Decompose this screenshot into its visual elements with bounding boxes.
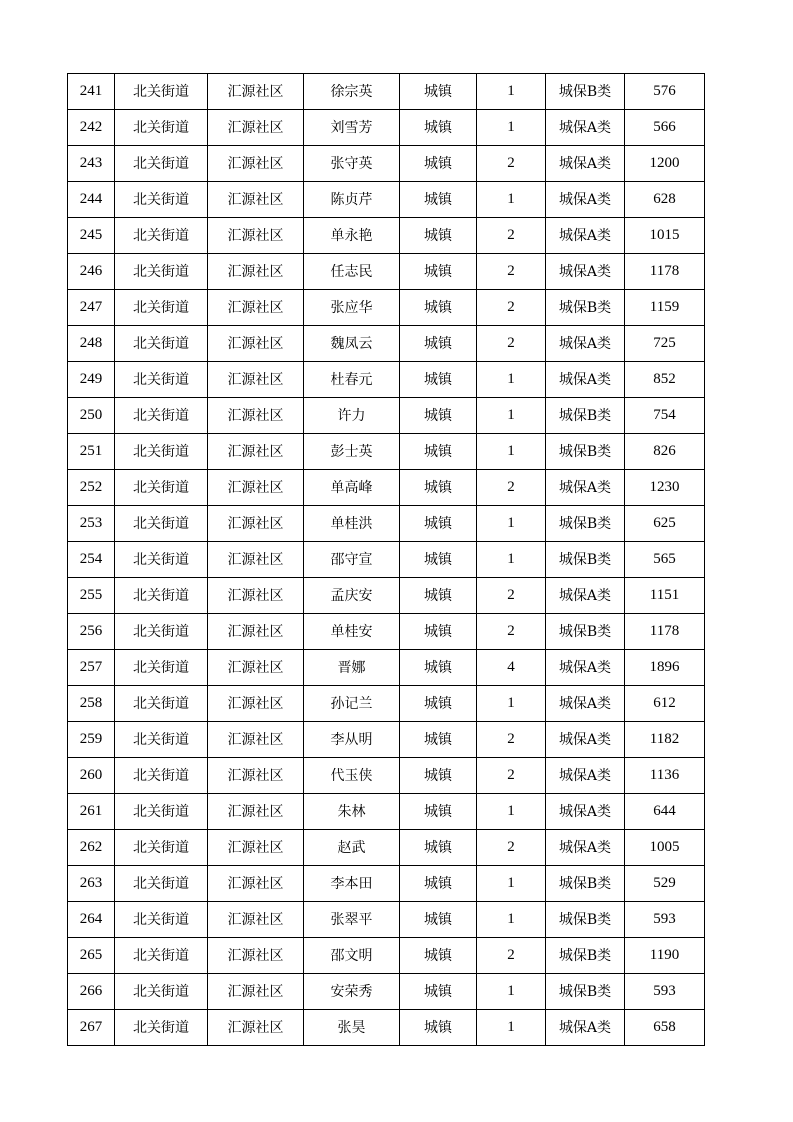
community-cell: 汇源社区 xyxy=(208,650,304,686)
category-cell: 城保B类 xyxy=(546,974,625,1010)
household-type-cell: 城镇 xyxy=(400,110,477,146)
person-name-cell: 单桂安 xyxy=(304,614,400,650)
category-cell: 城保A类 xyxy=(546,758,625,794)
row-number-cell: 262 xyxy=(68,830,115,866)
category-cell: 城保A类 xyxy=(546,326,625,362)
community-cell: 汇源社区 xyxy=(208,290,304,326)
row-number-cell: 244 xyxy=(68,182,115,218)
household-type-cell: 城镇 xyxy=(400,74,477,110)
row-number-cell: 245 xyxy=(68,218,115,254)
street-cell: 北关街道 xyxy=(115,794,208,830)
amount-cell: 565 xyxy=(625,542,705,578)
amount-cell: 1896 xyxy=(625,650,705,686)
community-cell: 汇源社区 xyxy=(208,182,304,218)
person-name-cell: 陈贞芹 xyxy=(304,182,400,218)
category-cell: 城保B类 xyxy=(546,866,625,902)
category-cell: 城保B类 xyxy=(546,938,625,974)
persons-count-cell: 4 xyxy=(477,650,546,686)
street-cell: 北关街道 xyxy=(115,974,208,1010)
person-name-cell: 张应华 xyxy=(304,290,400,326)
person-name-cell: 李从明 xyxy=(304,722,400,758)
amount-cell: 1230 xyxy=(625,470,705,506)
persons-count-cell: 1 xyxy=(477,74,546,110)
row-number-cell: 264 xyxy=(68,902,115,938)
household-type-cell: 城镇 xyxy=(400,506,477,542)
persons-count-cell: 1 xyxy=(477,686,546,722)
street-cell: 北关街道 xyxy=(115,146,208,182)
category-cell: 城保A类 xyxy=(546,110,625,146)
category-cell: 城保A类 xyxy=(546,218,625,254)
persons-count-cell: 1 xyxy=(477,434,546,470)
street-cell: 北关街道 xyxy=(115,362,208,398)
community-cell: 汇源社区 xyxy=(208,254,304,290)
persons-count-cell: 2 xyxy=(477,614,546,650)
persons-count-cell: 2 xyxy=(477,218,546,254)
amount-cell: 566 xyxy=(625,110,705,146)
table-row xyxy=(68,686,705,722)
person-name-cell: 任志民 xyxy=(304,254,400,290)
community-cell: 汇源社区 xyxy=(208,794,304,830)
persons-count-cell: 1 xyxy=(477,506,546,542)
table-row xyxy=(68,146,705,182)
street-cell: 北关街道 xyxy=(115,578,208,614)
person-name-cell: 单高峰 xyxy=(304,470,400,506)
household-type-cell: 城镇 xyxy=(400,974,477,1010)
table-row xyxy=(68,830,705,866)
table-row xyxy=(68,866,705,902)
table-row xyxy=(68,290,705,326)
row-number-cell: 250 xyxy=(68,398,115,434)
person-name-cell: 杜春元 xyxy=(304,362,400,398)
person-name-cell: 晋娜 xyxy=(304,650,400,686)
street-cell: 北关街道 xyxy=(115,434,208,470)
community-cell: 汇源社区 xyxy=(208,758,304,794)
person-name-cell: 朱林 xyxy=(304,794,400,830)
street-cell: 北关街道 xyxy=(115,290,208,326)
community-cell: 汇源社区 xyxy=(208,74,304,110)
household-type-cell: 城镇 xyxy=(400,830,477,866)
community-cell: 汇源社区 xyxy=(208,398,304,434)
household-type-cell: 城镇 xyxy=(400,326,477,362)
community-cell: 汇源社区 xyxy=(208,326,304,362)
subsidy-roster-table xyxy=(67,73,705,1046)
persons-count-cell: 1 xyxy=(477,1010,546,1046)
household-type-cell: 城镇 xyxy=(400,866,477,902)
person-name-cell: 张翠平 xyxy=(304,902,400,938)
person-name-cell: 张昊 xyxy=(304,1010,400,1046)
community-cell: 汇源社区 xyxy=(208,902,304,938)
street-cell: 北关街道 xyxy=(115,506,208,542)
person-name-cell: 张守英 xyxy=(304,146,400,182)
table-row xyxy=(68,470,705,506)
category-cell: 城保B类 xyxy=(546,542,625,578)
household-type-cell: 城镇 xyxy=(400,398,477,434)
amount-cell: 1005 xyxy=(625,830,705,866)
person-name-cell: 刘雪芳 xyxy=(304,110,400,146)
table-row xyxy=(68,218,705,254)
street-cell: 北关街道 xyxy=(115,398,208,434)
table-row xyxy=(68,182,705,218)
person-name-cell: 孙记兰 xyxy=(304,686,400,722)
street-cell: 北关街道 xyxy=(115,758,208,794)
persons-count-cell: 1 xyxy=(477,362,546,398)
row-number-cell: 243 xyxy=(68,146,115,182)
household-type-cell: 城镇 xyxy=(400,938,477,974)
table-row xyxy=(68,254,705,290)
persons-count-cell: 2 xyxy=(477,290,546,326)
person-name-cell: 邵守宣 xyxy=(304,542,400,578)
row-number-cell: 252 xyxy=(68,470,115,506)
community-cell: 汇源社区 xyxy=(208,686,304,722)
category-cell: 城保B类 xyxy=(546,902,625,938)
row-number-cell: 254 xyxy=(68,542,115,578)
category-cell: 城保A类 xyxy=(546,362,625,398)
community-cell: 汇源社区 xyxy=(208,362,304,398)
category-cell: 城保A类 xyxy=(546,794,625,830)
persons-count-cell: 1 xyxy=(477,866,546,902)
row-number-cell: 241 xyxy=(68,74,115,110)
community-cell: 汇源社区 xyxy=(208,434,304,470)
table-row xyxy=(68,398,705,434)
street-cell: 北关街道 xyxy=(115,470,208,506)
household-type-cell: 城镇 xyxy=(400,578,477,614)
person-name-cell: 单永艳 xyxy=(304,218,400,254)
table-row xyxy=(68,650,705,686)
table-row xyxy=(68,110,705,146)
community-cell: 汇源社区 xyxy=(208,830,304,866)
community-cell: 汇源社区 xyxy=(208,470,304,506)
persons-count-cell: 2 xyxy=(477,758,546,794)
street-cell: 北关街道 xyxy=(115,542,208,578)
category-cell: 城保B类 xyxy=(546,506,625,542)
category-cell: 城保A类 xyxy=(546,254,625,290)
household-type-cell: 城镇 xyxy=(400,542,477,578)
row-number-cell: 253 xyxy=(68,506,115,542)
street-cell: 北关街道 xyxy=(115,650,208,686)
category-cell: 城保B类 xyxy=(546,290,625,326)
street-cell: 北关街道 xyxy=(115,110,208,146)
table-body xyxy=(68,74,705,1046)
category-cell: 城保A类 xyxy=(546,182,625,218)
street-cell: 北关街道 xyxy=(115,1010,208,1046)
amount-cell: 593 xyxy=(625,902,705,938)
category-cell: 城保B类 xyxy=(546,434,625,470)
table-row xyxy=(68,578,705,614)
person-name-cell: 徐宗英 xyxy=(304,74,400,110)
household-type-cell: 城镇 xyxy=(400,434,477,470)
street-cell: 北关街道 xyxy=(115,614,208,650)
table-row xyxy=(68,614,705,650)
street-cell: 北关街道 xyxy=(115,866,208,902)
amount-cell: 754 xyxy=(625,398,705,434)
row-number-cell: 260 xyxy=(68,758,115,794)
category-cell: 城保B类 xyxy=(546,74,625,110)
person-name-cell: 孟庆安 xyxy=(304,578,400,614)
table-row xyxy=(68,1010,705,1046)
community-cell: 汇源社区 xyxy=(208,110,304,146)
table-row xyxy=(68,362,705,398)
amount-cell: 1182 xyxy=(625,722,705,758)
persons-count-cell: 1 xyxy=(477,182,546,218)
amount-cell: 725 xyxy=(625,326,705,362)
persons-count-cell: 1 xyxy=(477,110,546,146)
amount-cell: 529 xyxy=(625,866,705,902)
amount-cell: 644 xyxy=(625,794,705,830)
amount-cell: 593 xyxy=(625,974,705,1010)
community-cell: 汇源社区 xyxy=(208,578,304,614)
household-type-cell: 城镇 xyxy=(400,470,477,506)
table-row xyxy=(68,758,705,794)
persons-count-cell: 2 xyxy=(477,578,546,614)
table-row xyxy=(68,794,705,830)
persons-count-cell: 2 xyxy=(477,938,546,974)
community-cell: 汇源社区 xyxy=(208,722,304,758)
community-cell: 汇源社区 xyxy=(208,146,304,182)
category-cell: 城保A类 xyxy=(546,1010,625,1046)
household-type-cell: 城镇 xyxy=(400,758,477,794)
category-cell: 城保B类 xyxy=(546,614,625,650)
row-number-cell: 246 xyxy=(68,254,115,290)
row-number-cell: 265 xyxy=(68,938,115,974)
street-cell: 北关街道 xyxy=(115,830,208,866)
household-type-cell: 城镇 xyxy=(400,650,477,686)
row-number-cell: 242 xyxy=(68,110,115,146)
community-cell: 汇源社区 xyxy=(208,506,304,542)
amount-cell: 1190 xyxy=(625,938,705,974)
category-cell: 城保A类 xyxy=(546,146,625,182)
amount-cell: 1015 xyxy=(625,218,705,254)
household-type-cell: 城镇 xyxy=(400,902,477,938)
street-cell: 北关街道 xyxy=(115,74,208,110)
street-cell: 北关街道 xyxy=(115,938,208,974)
category-cell: 城保A类 xyxy=(546,722,625,758)
amount-cell: 1151 xyxy=(625,578,705,614)
person-name-cell: 李本田 xyxy=(304,866,400,902)
person-name-cell: 魏凤云 xyxy=(304,326,400,362)
persons-count-cell: 1 xyxy=(477,542,546,578)
community-cell: 汇源社区 xyxy=(208,866,304,902)
household-type-cell: 城镇 xyxy=(400,362,477,398)
household-type-cell: 城镇 xyxy=(400,290,477,326)
category-cell: 城保A类 xyxy=(546,470,625,506)
row-number-cell: 249 xyxy=(68,362,115,398)
household-type-cell: 城镇 xyxy=(400,146,477,182)
community-cell: 汇源社区 xyxy=(208,974,304,1010)
category-cell: 城保B类 xyxy=(546,398,625,434)
amount-cell: 852 xyxy=(625,362,705,398)
household-type-cell: 城镇 xyxy=(400,1010,477,1046)
household-type-cell: 城镇 xyxy=(400,218,477,254)
row-number-cell: 259 xyxy=(68,722,115,758)
community-cell: 汇源社区 xyxy=(208,614,304,650)
row-number-cell: 258 xyxy=(68,686,115,722)
row-number-cell: 263 xyxy=(68,866,115,902)
table-row xyxy=(68,974,705,1010)
amount-cell: 1178 xyxy=(625,254,705,290)
household-type-cell: 城镇 xyxy=(400,614,477,650)
persons-count-cell: 1 xyxy=(477,398,546,434)
row-number-cell: 261 xyxy=(68,794,115,830)
persons-count-cell: 2 xyxy=(477,830,546,866)
household-type-cell: 城镇 xyxy=(400,794,477,830)
persons-count-cell: 2 xyxy=(477,254,546,290)
table-row xyxy=(68,902,705,938)
row-number-cell: 267 xyxy=(68,1010,115,1046)
street-cell: 北关街道 xyxy=(115,218,208,254)
persons-count-cell: 1 xyxy=(477,794,546,830)
community-cell: 汇源社区 xyxy=(208,542,304,578)
street-cell: 北关街道 xyxy=(115,902,208,938)
table-row xyxy=(68,434,705,470)
street-cell: 北关街道 xyxy=(115,326,208,362)
household-type-cell: 城镇 xyxy=(400,722,477,758)
persons-count-cell: 2 xyxy=(477,326,546,362)
amount-cell: 826 xyxy=(625,434,705,470)
amount-cell: 576 xyxy=(625,74,705,110)
person-name-cell: 许力 xyxy=(304,398,400,434)
table-row xyxy=(68,938,705,974)
persons-count-cell: 2 xyxy=(477,722,546,758)
persons-count-cell: 2 xyxy=(477,146,546,182)
person-name-cell: 代玉侠 xyxy=(304,758,400,794)
person-name-cell: 邵文明 xyxy=(304,938,400,974)
row-number-cell: 248 xyxy=(68,326,115,362)
persons-count-cell: 1 xyxy=(477,974,546,1010)
category-cell: 城保A类 xyxy=(546,578,625,614)
row-number-cell: 255 xyxy=(68,578,115,614)
category-cell: 城保A类 xyxy=(546,650,625,686)
amount-cell: 1200 xyxy=(625,146,705,182)
persons-count-cell: 1 xyxy=(477,902,546,938)
street-cell: 北关街道 xyxy=(115,722,208,758)
table-row xyxy=(68,542,705,578)
amount-cell: 612 xyxy=(625,686,705,722)
person-name-cell: 赵武 xyxy=(304,830,400,866)
street-cell: 北关街道 xyxy=(115,686,208,722)
household-type-cell: 城镇 xyxy=(400,686,477,722)
amount-cell: 1159 xyxy=(625,290,705,326)
amount-cell: 625 xyxy=(625,506,705,542)
amount-cell: 1136 xyxy=(625,758,705,794)
community-cell: 汇源社区 xyxy=(208,938,304,974)
row-number-cell: 257 xyxy=(68,650,115,686)
street-cell: 北关街道 xyxy=(115,254,208,290)
amount-cell: 1178 xyxy=(625,614,705,650)
street-cell: 北关街道 xyxy=(115,182,208,218)
person-name-cell: 安荣秀 xyxy=(304,974,400,1010)
persons-count-cell: 2 xyxy=(477,470,546,506)
amount-cell: 658 xyxy=(625,1010,705,1046)
table-row xyxy=(68,722,705,758)
row-number-cell: 247 xyxy=(68,290,115,326)
person-name-cell: 单桂洪 xyxy=(304,506,400,542)
community-cell: 汇源社区 xyxy=(208,218,304,254)
row-number-cell: 256 xyxy=(68,614,115,650)
community-cell: 汇源社区 xyxy=(208,1010,304,1046)
row-number-cell: 251 xyxy=(68,434,115,470)
category-cell: 城保A类 xyxy=(546,830,625,866)
table-row xyxy=(68,506,705,542)
row-number-cell: 266 xyxy=(68,974,115,1010)
table-row xyxy=(68,74,705,110)
table-row xyxy=(68,326,705,362)
person-name-cell: 彭士英 xyxy=(304,434,400,470)
household-type-cell: 城镇 xyxy=(400,182,477,218)
amount-cell: 628 xyxy=(625,182,705,218)
category-cell: 城保A类 xyxy=(546,686,625,722)
household-type-cell: 城镇 xyxy=(400,254,477,290)
